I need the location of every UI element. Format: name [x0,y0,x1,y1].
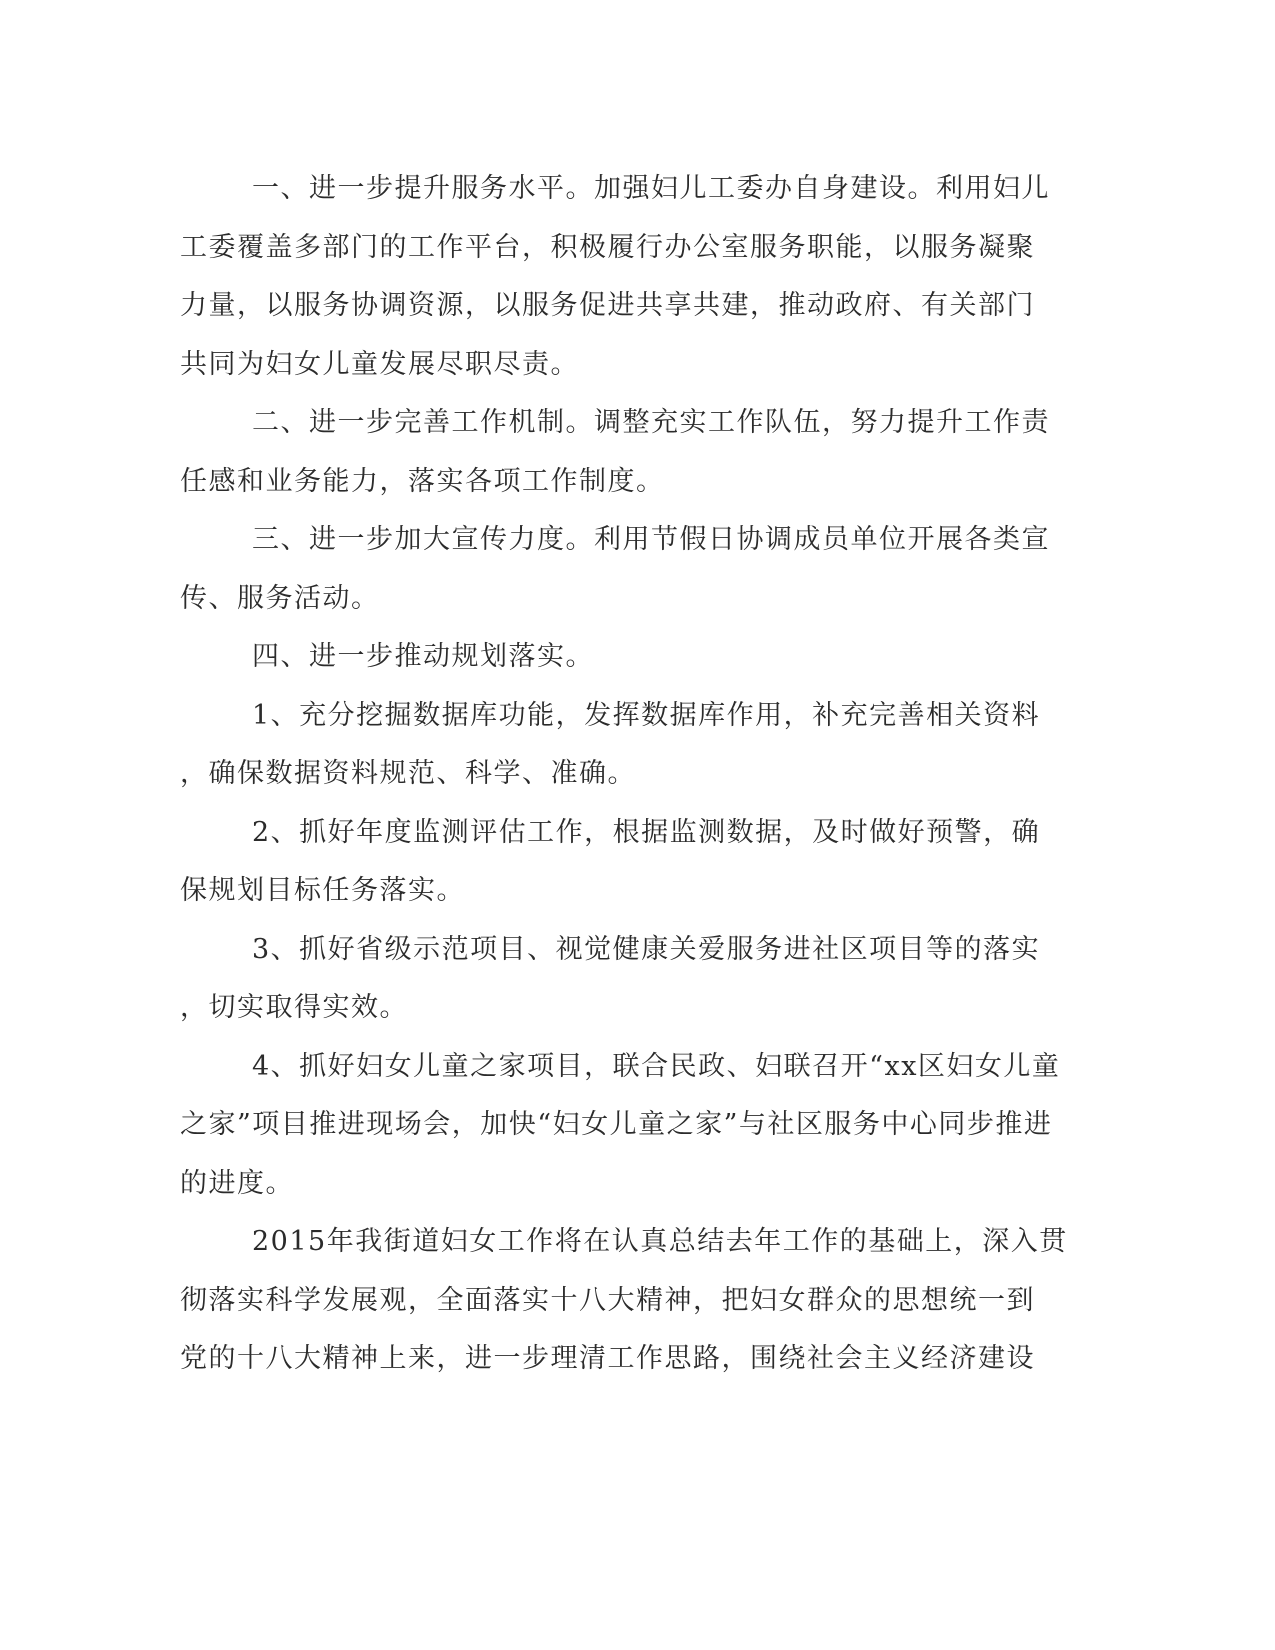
paragraph-plan-implementation [180,628,1040,687]
text-line: 3、抓好省级示范项目、视觉健康关爱服务进社区项目等的落实 [252,933,1041,965]
text-line: 传、服务活动。 [180,582,380,614]
text-line: 任感和业务能力，落实各项工作制度。 [180,465,665,497]
text-line: 一、进一步提升服务水平。加强妇儿工委办自身建设。利用妇儿 [252,173,1050,204]
text-line: 四、进一步推动规划落实。 [252,641,594,672]
text-line: 的进度。 [180,1167,294,1199]
text-line: 之家”项目推进现场会，加快“妇女儿童之家”与社区服务中心同步推进 [180,1109,1053,1140]
text-line: 三、进一步加大宣传力度。利用节假日协调成员单位开展各类宣 [252,524,1050,555]
text-line: 2015年我街道妇女工作将在认真总结去年工作的基础上，深入贯 [252,1226,1068,1257]
text-line: 二、进一步完善工作机制。调整充实工作队伍，努力提升工作责 [252,407,1050,438]
text-line: 1、充分挖掘数据库功能，发挥数据库作用，补充完善相关资料 [252,699,1041,731]
paragraph-publicity [180,511,1050,628]
paragraph-item-4 [180,1038,1061,1214]
text-line: ，切实取得实效。 [180,992,408,1023]
paragraph-service-level [180,160,1050,394]
text-line: 彻落实科学发展观，全面落实十八大精神，把妇女群众的思想统一到 [180,1284,1035,1316]
text-line: 共同为妇女儿童发展尽职尽责。 [180,348,579,380]
text-line: 党的十八大精神上来，进一步理清工作思路，围绕社会主义经济建设 [180,1343,1035,1374]
text-line: 4、抓好妇女儿童之家项目，联合民政、妇联召开“xx区妇女儿童 [252,1050,1061,1082]
text-line: 工委覆盖多部门的工作平台，积极履行办公室服务职能，以服务凝聚 [180,231,1035,263]
paragraph-item-1 [180,687,1040,804]
text-line: 2、抓好年度监测评估工作，根据监测数据，及时做好预警，确 [252,816,1041,848]
text-line: ，确保数据资料规范、科学、准确。 [180,758,636,789]
paragraph-item-3 [180,921,1040,1038]
paragraph-item-2 [180,804,1040,921]
text-line: 保规划目标任务落实。 [180,875,465,906]
paragraph-2015-plan [180,1213,1068,1389]
text-line: 力量，以服务协调资源，以服务促进共享共建，推动政府、有关部门 [180,290,1035,321]
paragraph-work-mechanism [180,394,1050,511]
document-body [180,160,1068,1389]
